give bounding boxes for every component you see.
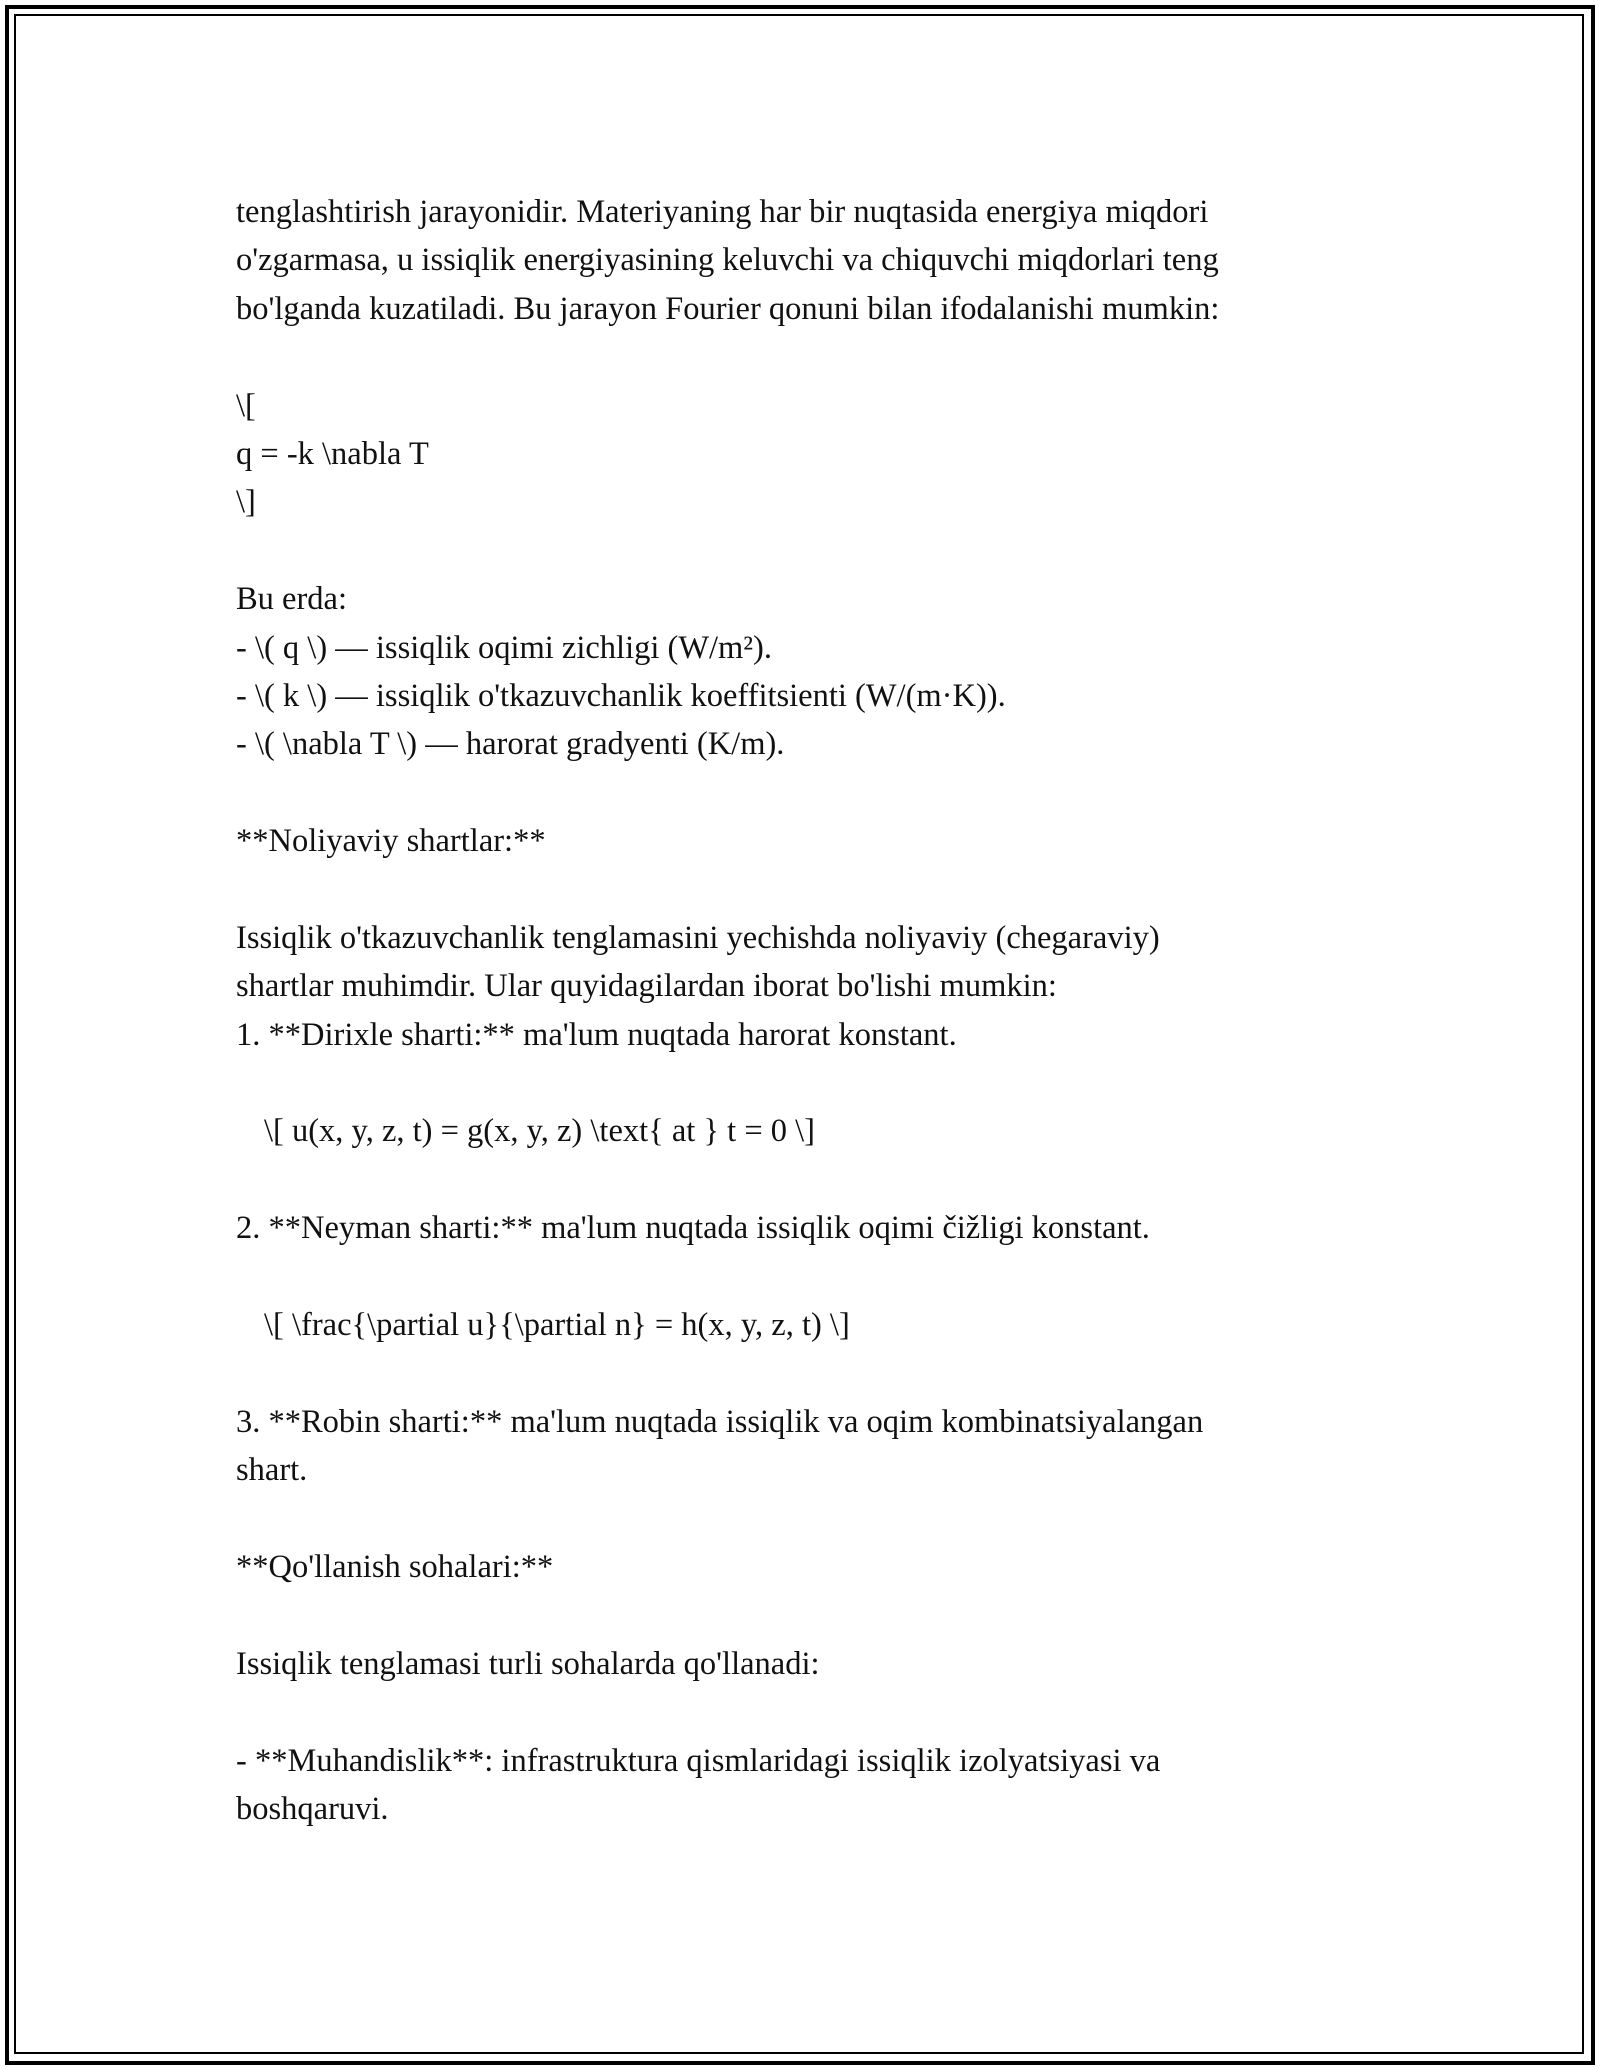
text-line: 3. **Robin sharti:** ma'lum nuqtada issiqlik va oqim kombinatsiyalangan <box>236 1403 1204 1440</box>
section-heading-applications: **Qo'llanish sohalari:** <box>236 1548 554 1585</box>
list-item-dirichlet: 1. **Dirixle sharti:** ma'lum nuqtada harorat konstant. <box>236 1016 957 1053</box>
definitions-heading: Bu erda: <box>236 581 348 618</box>
paragraph-boundary-intro <box>236 914 1366 1059</box>
text-line: shartlar muhimdir. Ular quyidagilardan iborat bo'lishi mumkin: <box>236 968 1057 1005</box>
spacer <box>236 1349 1366 1397</box>
spacer <box>236 333 1366 381</box>
text-line: Issiqlik o'tkazuvchanlik tenglamasini yechishda noliyaviy (chegaraviy) <box>236 919 1160 956</box>
text-line: bo'lganda kuzatiladi. Bu jarayon Fourier qonuni bilan ifodalanishi mumkin: <box>236 290 1220 327</box>
formula-fourier <box>236 382 1366 527</box>
text-line: - **Muhandislik**: infrastruktura qismlaridagi issiqlik izolyatsiyasi va <box>236 1742 1161 1779</box>
text-line: boshqaruvi. <box>236 1790 389 1827</box>
list-item-robin <box>236 1398 1366 1495</box>
formula-neumann: \[ \frac{\partial u}{\partial n} = h(x, y, z, t) \] <box>264 1306 850 1343</box>
paragraph-fourier-intro <box>236 188 1366 333</box>
definitions-list <box>236 575 1366 769</box>
text-line: tenglashtirish jarayonidir. Materiyaning har bir nuqtasida energiya miqdori <box>236 194 1209 230</box>
formula-line: \[ <box>236 387 256 424</box>
section-heading-boundary-conditions: **Noliyaviy shartlar:** <box>236 823 546 860</box>
spacer <box>236 1156 1366 1204</box>
formula-line: \] <box>236 484 256 521</box>
spacer <box>236 527 1366 575</box>
paragraph-applications-intro: Issiqlik tenglamasi turli sohalarda qo'llanadi: <box>236 1645 820 1682</box>
text-line: o'zgarmasa, u issiqlik energiyasining keluvchi va chiquvchi miqdorlari teng <box>236 242 1219 279</box>
spacer <box>236 1495 1366 1543</box>
document-body <box>236 188 1366 1833</box>
text-line: shart. <box>236 1452 308 1489</box>
definition-item: - \( k \) — issiqlik o'tkazuvchanlik koeffitsienti (W/(m·K)). <box>236 677 1006 714</box>
definition-item: - \( q \) — issiqlik oqimi zichligi (W/m²). <box>236 629 772 666</box>
definition-item: - \( \nabla T \) — harorat gradyenti (K/m). <box>236 726 785 763</box>
list-item-neumann: 2. **Neyman sharti:** ma'lum nuqtada issiqlik oqimi čižligi konstant. <box>236 1210 1150 1247</box>
formula-line: q = -k \nabla T <box>236 435 429 472</box>
spacer <box>236 1059 1366 1107</box>
spacer <box>236 1688 1366 1736</box>
formula-dirichlet: \[ u(x, y, z, t) = g(x, y, z) \text{ at } t = 0 \] <box>264 1113 816 1150</box>
spacer <box>236 769 1366 817</box>
list-item-engineering <box>236 1737 1366 1834</box>
spacer <box>236 865 1366 913</box>
spacer <box>236 1253 1366 1301</box>
spacer <box>236 1591 1366 1639</box>
